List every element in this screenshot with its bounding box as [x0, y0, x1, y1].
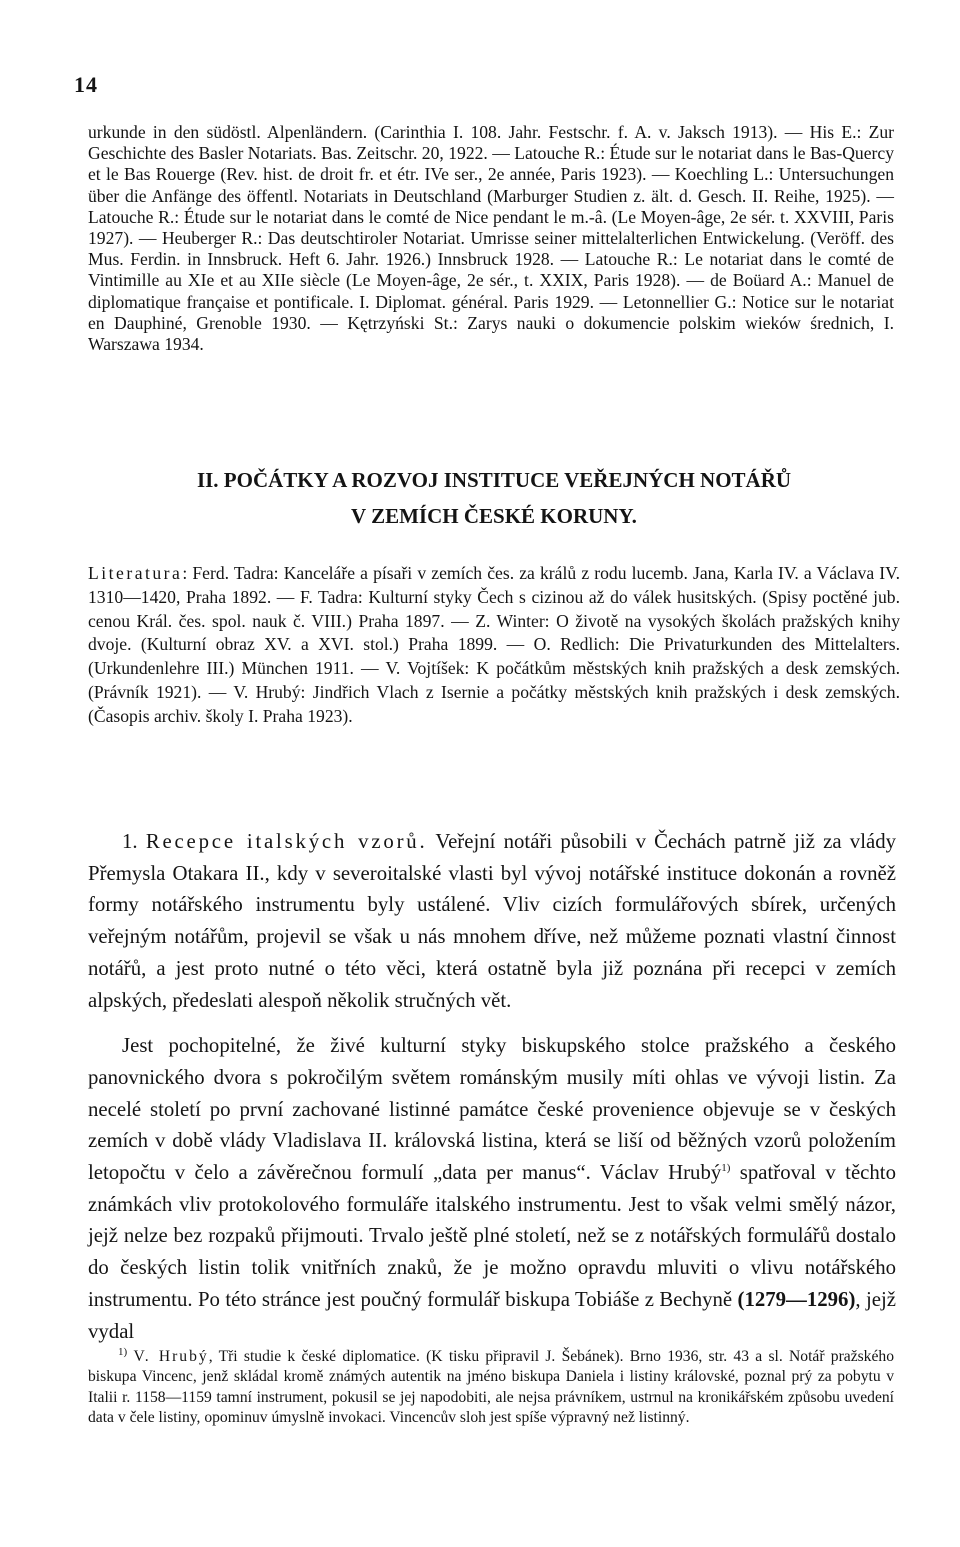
footnote-1: [88, 1347, 894, 1428]
section-title: Recepce italských vzorů.: [145, 830, 428, 853]
references-continuation: urkunde in den südöstl. Alpenländern. (Carinthia I. 108. Jahr. Festschr. f. A. v. Jaksch 1913). — His E.: Zur Geschichte des Basler Notariats. Bas. Zeitschr. 20, 1922. — Latouche R.: Étude sur le notariat dans le Bas-Quercy et le Bas Rouerge (Rev. hist. de droit fr. et étr. IVe ser., 2e année, Paris 1923). — Koechling L.: Untersuchungen über die Anfänge des öffentl. Notariats in Deutschland (Marburger Studien z. ält. d. Gesch. II. Reihe, 1925). — Latouche R.: Étude sur le notariat dans le comté de Nice pendant le m.-â. (Le Moyen-âge, 2e sér. t. XXVIII, Paris 1927). — Heuberger R.: Das deutschtiroler Notariat. Umrisse seiner mittelalterlichen Entwickelung. (Veröff. des Mus. Ferdin. in Innsbruck. Heft 6. Jahr. 1926.) Innsbruck 1928. — Latouche R.: Le notariat dans le comté de Vintimille au XIe et au XIIe siècle (Le Moyen-âge, 2e sér., t. XXIX, Paris 1928). — de Boüard A.: Manuel de diplomatique française et pontificale. I. Diplomat. général. Paris 1929. — Letonnellier G.: Notice sur le notariat en Dauphiné, Grenoble 1930. — Kętrzyński St.: Zarys nauki o dokumencie polskim wieków średnich, I. Warszawa 1934.: [88, 122, 894, 355]
chapter-heading-line-2: V ZEMÍCH ČESKÉ KORUNY.: [351, 504, 637, 528]
paragraph-2-text-a: Jest pochopitelné, že živé kulturní styky biskupského stolce pražského a českého panovnického dvora s pokročilým světem románským musily míti ohlas ve vývoji listin. Za necelé století po první zachované listinné památce české provenience objevuje se v českých zemích v době vlády Vladislava II. královská listina, která se liší od běžných vzorů položením letopočtu v čelo a závěrečnou formulí „data per manus“. Václav Hrubý: [88, 1034, 896, 1185]
paragraph-2-text-b: spatřoval v těchto známkách vliv protokolového formuláře italského instrumentu. Jest to však velmi smělý názor, jejž nelze bez rozpaků přijmouti. Trvalo ještě plné století, než se z notářských formulářů dostalo do českých listin tolik vnitřních znaků, že je možno opravdu mluviti o vlivu notářského instrumentu. Po této stránce jest poučný formulář biskupa Tobiáše z Bechyně: [88, 1161, 896, 1311]
footnote-mark: 1): [118, 1345, 128, 1358]
literature-text: : Ferd. Tadra: Kanceláře a písaři v zemích čes. za králů z rodu lucemb. Jana, Karla IV. a Václava IV. 1310—1420, Praha 1892. — F. Tadra: Kulturní styky Čech s cizinou až do válek husitských. (Spisy poctěné jub. cenou Král. čes. spol. nauk č. VIII.) Praha 1897. — Z. Winter: O životě na vysokých školách pražských knihy dvoje. (Kulturní obraz XV. a XVI. stol.) Praha 1899. — O. Redlich: Die Privaturkunden des Mittelalters. (Urkundenlehre III.) München 1911. — V. Vojtíšek: K počátkům městských knih pražských a desk zemských. (Právník 1921). — V. Hrubý: Jindřich Vlach z Isernie a počátky městských knih pražských i desk zemských. (Časopis archiv. školy I. Praha 1923).: [88, 563, 900, 726]
footnote-text: , Tři studie k české diplomatice. (K tisku připravil J. Šebánek). Brno 1936, str. 43 a sl. Notář pražského biskupa Vincenc, jenž skládal kromě známých autentik na jméno biskupa Daniela i listiny královské, poznal prý za pobytu v Italii r. 1158—1159 tamní instrument, pokusil se jej napodobiti, ale nejsa právníkem, ustrnul na kronikářském způsobu uvedení data v čele listiny, opominuv úmyslně invokaci. Vincencův sloh jest spíše výpravný než listinný.: [88, 1348, 894, 1426]
literature-paragraph: [88, 562, 900, 729]
chapter-heading: [88, 462, 900, 534]
footnote-author: V. Hrubý: [133, 1348, 209, 1365]
literature-label: Literatura: [88, 563, 183, 583]
section-1-text: Veřejní notáři působili v Čechách patrně již za vlády Přemysla Otakara II., kdy v severoitalské vlasti byl vývoj notářské instituce dokonán a rovněž formy notářského instrumentu byly ustálené. Vliv cizích formulářových sbírek, určených veřejným notářům, projevil se však u nás mnohem dříve, než můžeme poznati vlastní činnost notářů, a jest proto nutné o této věci, která ostatně byla již poznána při recepci v zemích alpských, předeslati alespoň několik stručných vět.: [88, 830, 897, 1012]
body-paragraph-2: [88, 1030, 896, 1347]
paragraph-2-tail: , jejž vydal: [88, 1287, 896, 1343]
footnote-reference-mark[interactable]: 1): [721, 1162, 731, 1175]
chapter-heading-line-1: II. POČÁTKY A ROZVOJ INSTITUCE VEŘEJNÝCH NOTÁŘŮ: [196, 468, 792, 492]
section-1-paragraph: [88, 826, 896, 1016]
section-number: 1.: [122, 830, 138, 853]
paragraph-2-years: (1279—1296): [737, 1287, 856, 1311]
footnotes: [88, 1347, 894, 1428]
page-number: 14: [74, 72, 98, 97]
main-text: [88, 826, 896, 1347]
